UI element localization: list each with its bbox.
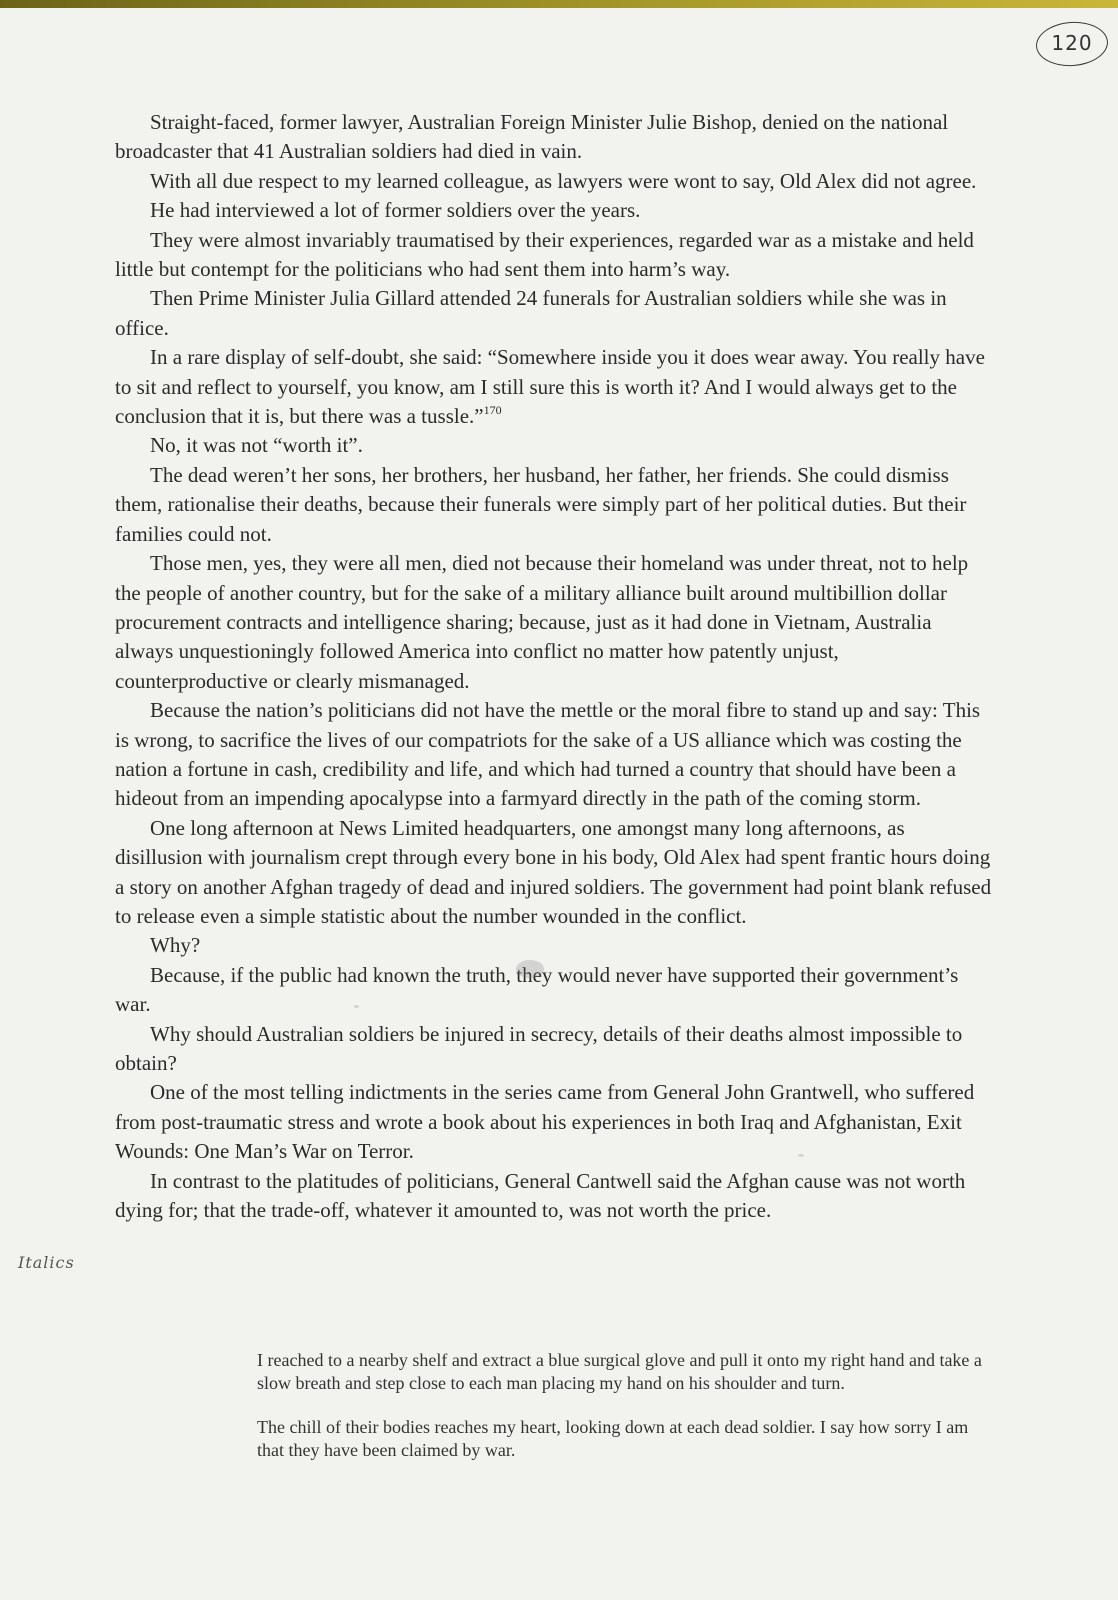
margin-annotation: Italics: [18, 1253, 75, 1272]
paragraph: One long afternoon at News Limited headquarters, one amongst many long afternoons, as disillusion with journalism crept through every bone in his body, Old Alex had spent frantic hours doing a story on another Afghan tragedy of dead and injured soldiers. The government had point blank refused to release even a simple statistic about the number wounded in the conflict.: [115, 815, 992, 928]
page-number-text: 120: [1051, 31, 1093, 55]
paragraph: They were almost invariably traumatised by their experiences, regarded war as a mistake and held little but contempt for the politicians who had sent them into harm’s way.: [115, 227, 974, 282]
footnote-reference: 170: [483, 403, 502, 418]
body-text: [115, 108, 995, 1225]
paragraph: Why should Australian soldiers be injured in secrecy, details of their deaths almost impossible to obtain?: [115, 1021, 963, 1075]
paragraph: The dead weren’t her sons, her brothers, her husband, her father, her friends. She could dismiss them, rationalise their deaths, because their funerals were simply part of her political duties. But their families could not.: [115, 462, 967, 546]
paragraph: Because, if the public had known the truth, they would never have supported their government’s war.: [115, 962, 959, 1017]
block-quote: [257, 1349, 987, 1483]
paragraph: Because the nation’s politicians did not have the mettle or the moral fibre to stand up and say: This is wrong, to sacrifice the lives of our compatriots for the sake of a US alliance which was costing the nation a fortune in cash, credibility and life, and which had turned a country that should have been a hideout from an impending apocalypse into a farmyard directly in the path of the coming storm.: [115, 698, 981, 811]
paragraph: One of the most telling indictments in the series came from General John Grantwell, who suffered from post-traumatic stress and wrote a book about his experiences in both Iraq and Afghanistan, Exit Wounds: One Man’s War on Terror.: [115, 1080, 975, 1164]
paragraph: He had interviewed a lot of former soldiers over the years.: [150, 198, 641, 223]
scan-top-edge: [0, 0, 1118, 8]
scan-speck: [798, 1154, 804, 1157]
paragraph: Why?: [150, 933, 201, 958]
handwritten-page-number: [1036, 22, 1112, 70]
quote-paragraph: I reached to a nearby shelf and extract a blue surgical glove and pull it onto my right hand and take a slow breath and step close to each man placing my hand on his shoulder and turn.: [257, 1350, 982, 1393]
paragraph: Straight-faced, former lawyer, Australian Foreign Minister Julie Bishop, denied on the national broadcaster that 41 Australian soldiers had died in vain.: [115, 110, 949, 164]
scan-speck: [354, 1005, 359, 1008]
scan-smudge: [516, 960, 544, 978]
paragraph: Then Prime Minister Julia Gillard attended 24 funerals for Australian soldiers while she was in office.: [115, 286, 947, 340]
paragraph: In contrast to the platitudes of politicians, General Cantwell said the Afghan cause was not worth dying for; that the trade-off, whatever it amounted to, was not worth the price.: [115, 1168, 966, 1223]
quote-paragraph: The chill of their bodies reaches my heart, looking down at each dead soldier. I say how sorry I am that they have been claimed by war.: [257, 1417, 969, 1460]
paragraph-text: In a rare display of self-doubt, she said: “Somewhere inside you it does wear away. You really have to sit and reflect to yourself, you know, am I still sure this is worth it? And I would always get to the conclusion that it is, but there was a tussle.”: [115, 345, 985, 429]
paragraph: [115, 343, 995, 431]
paragraph: Those men, yes, they were all men, died not because their homeland was under threat, not to help the people of another country, but for the sake of a military alliance built around multibillion dollar procurement contracts and intelligence sharing; because, just as it had done in Vietnam, Australia always unquestioningly followed America into conflict no matter how patently unjust, counterproductive or clearly mismanaged.: [115, 551, 969, 693]
paragraph: No, it was not “worth it”.: [150, 433, 363, 458]
paragraph: With all due respect to my learned colleague, as lawyers were wont to say, Old Alex did not agree.: [150, 168, 977, 193]
